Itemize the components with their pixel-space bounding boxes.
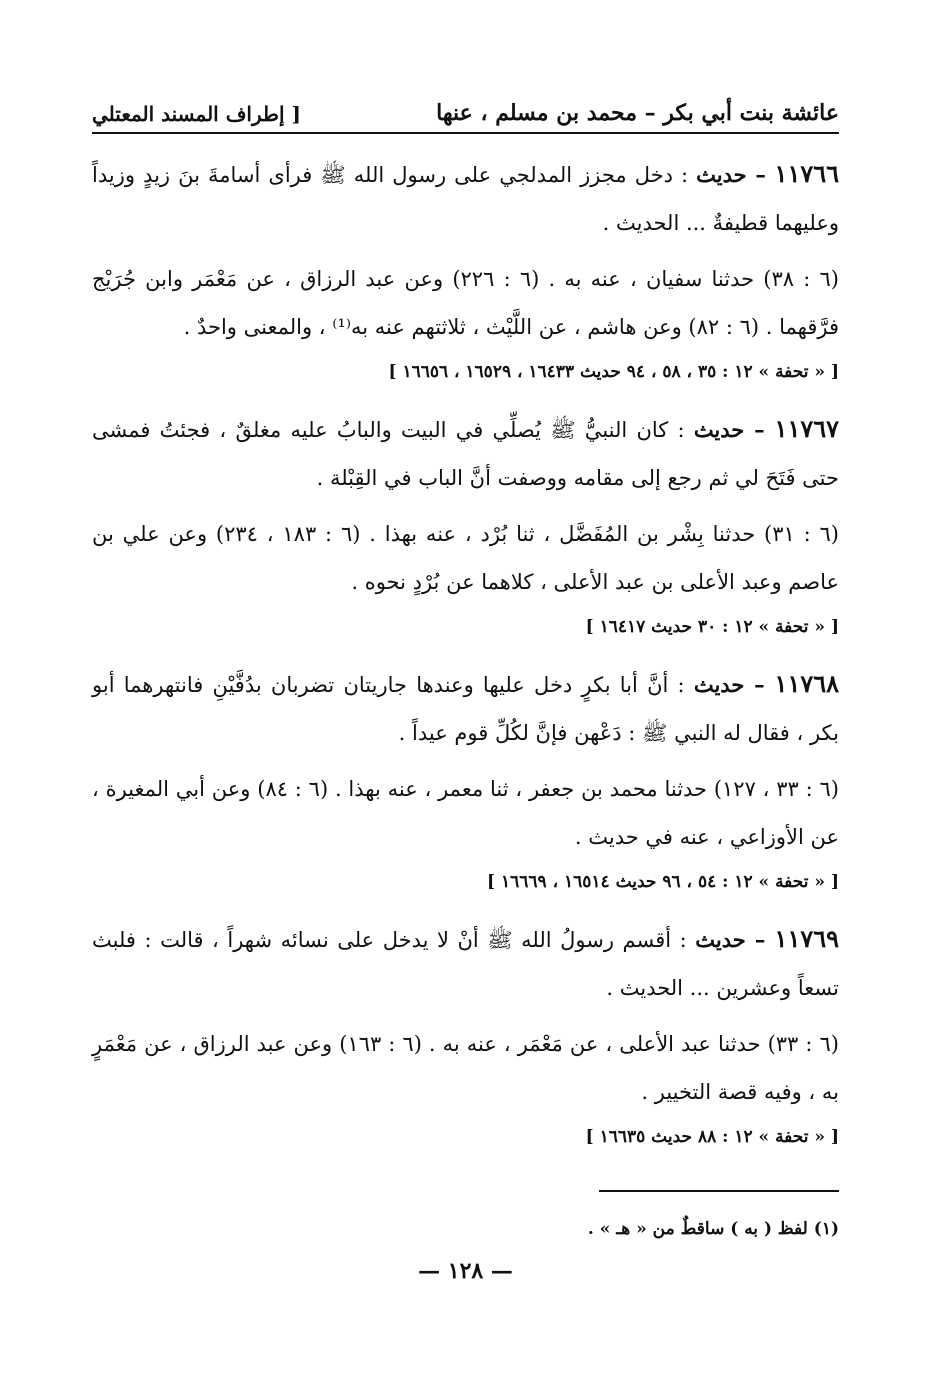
hadith-entry: [92, 150, 839, 387]
hadith-number: ١١٧٦٩: [774, 924, 839, 953]
hadith-dash: –: [744, 417, 775, 442]
hadith-entry: [92, 915, 839, 1152]
hadith-reference: [ « تحفة » ١٢ : ٥٤ ، ٩٦ حديث ١٦٥١٤ ، ١٦٦٦٩ ]: [487, 872, 839, 892]
page-number: — ١٢٨ —: [418, 1258, 513, 1284]
hadith-body: : أقسم رسولُ الله ﷺ أنْ لا يدخل على نسائه شهراً ، قالت : فلبث تسعاً وعشرين ... الحديث .: [92, 928, 839, 1000]
hadith-body: : دخل مجزز المدلجي على رسول الله ﷺ فرأى أسامةَ بنَ زيدٍ وزيداً وعليهما قطيفةٌ ... الحديث .: [92, 163, 839, 235]
hadith-label: حديث: [695, 927, 746, 952]
header-chapter-title: عائشة بنت أبي بكر – محمد بن مسلم ، عنها: [436, 100, 839, 126]
hadith-dash: –: [744, 672, 775, 697]
hadith-body: : أنَّ أبا بكرٍ دخل عليها وعندها جاريتان تضربان بدُفَّيْنِ فانتهرهما أبو بكر ، فقال له النبي ﷺ : دَعْهن فإنَّ لكُلِّ قوم عيداً .: [92, 673, 839, 745]
hadith-number: ١١٧٦٦: [774, 159, 839, 188]
footnote-divider: [599, 1190, 839, 1192]
hadith-text: [92, 660, 839, 757]
hadith-dash: –: [745, 927, 775, 952]
hadith-reference: [ « تحفة » ١٢ : ٣٠ حديث ١٦٤١٧ ]: [585, 617, 839, 637]
hadith-number: ١١٧٦٨: [774, 669, 839, 698]
hadith-reference: [ « تحفة » ١٢ : ٨٨ حديث ١٦٦٣٥ ]: [585, 1127, 839, 1147]
hadith-entry: [92, 405, 839, 642]
hadith-body: : كان النبيُّ ﷺ يُصلِّي في البيت والبابُ عليه مغلقٌ ، فجئتُ فمشى حتى فَتَحَ لي ثم رجع إلى مقامه ووصفت أنَّ الباب في القِبْلة .: [92, 418, 839, 490]
hadith-entry: [92, 660, 839, 897]
hadith-label: حديث: [693, 672, 745, 697]
page-content: [92, 150, 839, 1170]
hadith-text: [92, 915, 839, 1012]
hadith-number: ١١٧٦٧: [774, 414, 839, 443]
header-book-title: [ إطراف المسند المعتلي: [92, 102, 301, 126]
hadith-label: حديث: [696, 162, 747, 187]
hadith-label: حديث: [693, 417, 745, 442]
hadith-chain: (٦ : ٣٨) حدثنا سفيان ، عنه به . (٦ : ٢٢٦) وعن عبد الرزاق ، عن مَعْمَر وابن جُرَيْج فرَّقهما . (٦ : ٨٢) وعن هاشم ، عن اللَّيْث ، ثلاثتهم عنه به⁽¹⁾ ، والمعنى واحدٌ .: [92, 267, 839, 339]
hadith-dash: –: [746, 162, 775, 187]
hadith-reference: [ « تحفة » ١٢ : ٣٥ ، ٥٨ ، ٩٤ حديث ١٦٤٣٣ ، ١٦٥٢٩ ، ١٦٦٥٦ ]: [388, 362, 839, 382]
hadith-chain: (٦ : ٣٣ ، ١٢٧) حدثنا محمد بن جعفر ، ثنا معمر ، عنه بهذا . (٦ : ٨٤) وعن أبي المغيرة ، عن الأوزاعي ، عنه في حديث .: [92, 777, 839, 849]
hadith-chain: (٦ : ٣٣) حدثنا عبد الأعلى ، عن مَعْمَر ، عنه به . (٦ : ١٦٣) وعن عبد الرزاق ، عن مَعْمَرٍ به ، وفيه قصة التخيير .: [92, 1032, 839, 1104]
footnote: (١) لفظ ( به ) ساقطٌ من « هـ » .: [587, 1219, 839, 1239]
hadith-chain: (٦ : ٣١) حدثنا بِشْر بن المُفَضَّل ، ثنا بُرْد ، عنه بهذا . (٦ : ١٨٣ ، ٢٣٤) وعن علي بن عاصم وعبد الأعلى بن عبد الأعلى ، كلاهما عن بُرْدٍ نحوه .: [92, 522, 839, 594]
running-header: [92, 100, 839, 134]
hadith-text: [92, 150, 839, 247]
hadith-text: [92, 405, 839, 502]
